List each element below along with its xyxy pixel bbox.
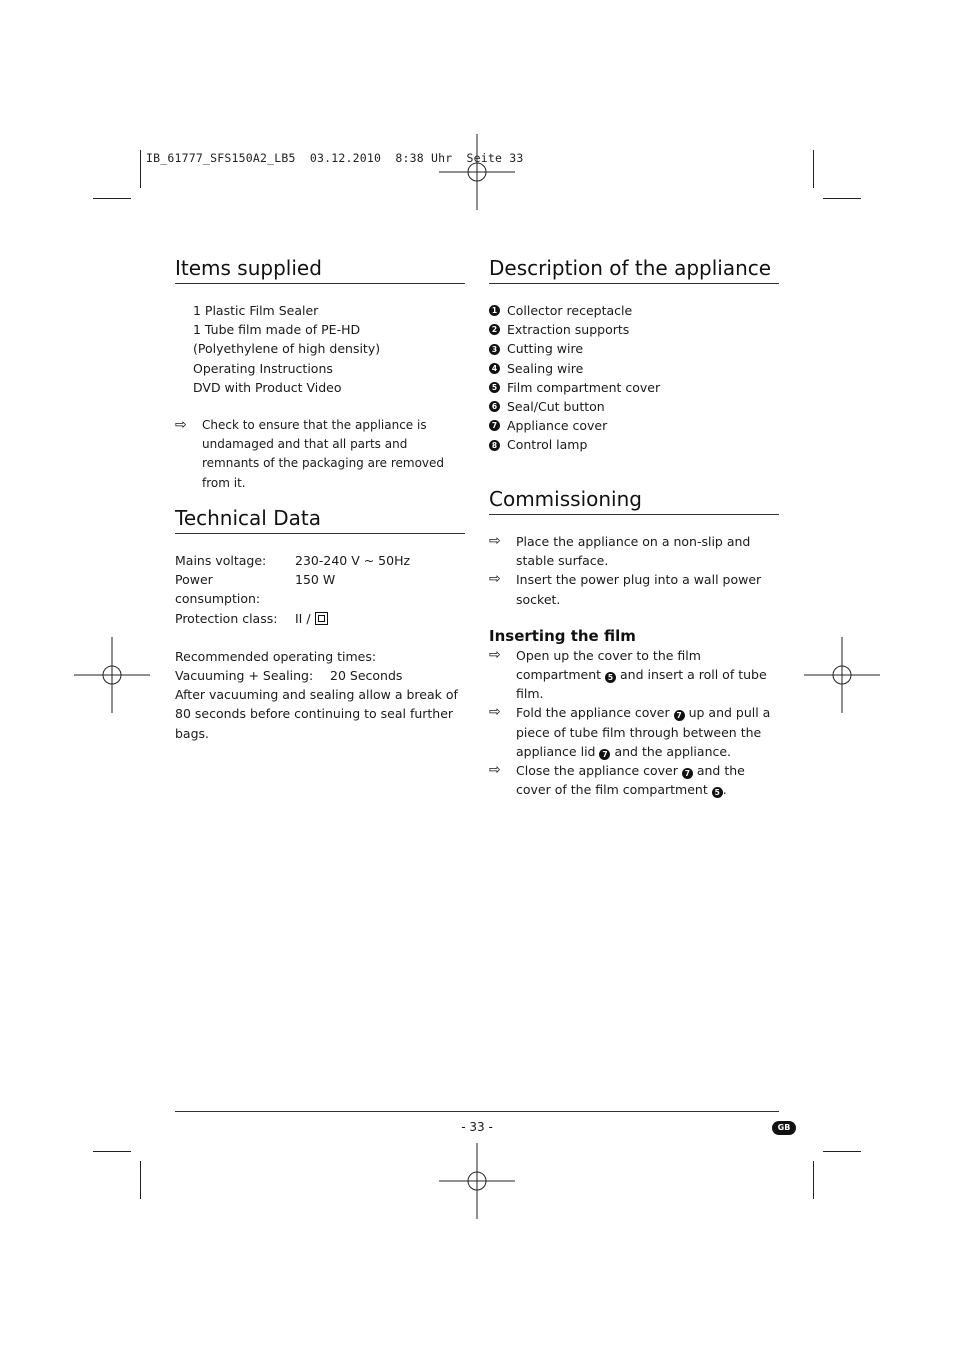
technical-data-section [175, 505, 465, 743]
recommended-label: Recommended operating times: [175, 648, 377, 664]
list-item: 8 Control lamp [489, 435, 779, 454]
list-item: ⇨ Close the appliance cover 7 and the cover of the film compartment 5 . [489, 762, 745, 798]
vacuum-value: 20 Seconds [330, 668, 403, 684]
list-item: DVD with Product Video [193, 379, 342, 395]
list-item: ⇨ Fold the appliance cover 7 up and pull a piece of tube film through between the appliance lid 7 and the appliance. [489, 704, 771, 759]
technical-data-heading: Technical Data [175, 505, 465, 534]
registration-mark-top [439, 134, 515, 210]
list-item: ⇨ Place the appliance on a non-slip and stable surface. [489, 533, 751, 569]
check-note-text: Check to ensure that the appliance is undamaged and that all parts and remnants of the packaging are removed from it. [202, 418, 445, 490]
commissioning-steps [489, 532, 779, 609]
items-supplied-section [175, 255, 465, 493]
arrow-right-icon: ⇨ [489, 646, 501, 663]
items-supplied-heading: Items supplied [175, 255, 465, 284]
vacuum-label: Vacuuming + Sealing: [175, 668, 314, 684]
registration-mark-right [804, 637, 880, 713]
check-note [175, 416, 465, 493]
language-badge: GB [772, 1121, 796, 1135]
number-badge: 5 [712, 787, 723, 798]
items-supplied-list [175, 301, 465, 397]
number-badge: 5 [489, 382, 500, 393]
inserting-film-heading: Inserting the film [489, 626, 636, 645]
number-badge: 4 [489, 363, 500, 374]
list-item: 7 Appliance cover [489, 416, 779, 435]
list-item: 3 Cutting wire [489, 339, 779, 358]
number-badge: 6 [489, 401, 500, 412]
technical-data-table [175, 551, 465, 628]
number-badge: 7 [682, 768, 693, 779]
description-list [489, 301, 779, 455]
operating-times [175, 647, 465, 743]
table-row [175, 609, 465, 628]
spec-value: 230-240 V ~ 50Hz [295, 553, 411, 568]
spec-label: Protection class: [175, 610, 278, 626]
list-item: (Polyethylene of high density) [193, 341, 381, 357]
description-heading: Description of the appliance [489, 255, 779, 284]
number-badge: 7 [489, 420, 500, 431]
table-row [175, 570, 465, 608]
inserting-film-steps [489, 646, 779, 800]
arrow-right-icon: ⇨ [489, 762, 501, 779]
spec-value: II / [295, 609, 328, 628]
table-row [175, 551, 465, 570]
arrow-right-icon: ⇨ [175, 417, 187, 434]
number-badge: 5 [605, 672, 616, 683]
number-badge: 8 [489, 440, 500, 451]
registration-mark-bottom [439, 1143, 515, 1219]
description-section [489, 255, 779, 455]
list-item: 1 Plastic Film Sealer [193, 303, 319, 318]
print-header: IB_61777_SFS150A2_LB5 03.12.2010 8:38 Uhr Seite 33 [146, 151, 524, 165]
number-badge: 7 [674, 710, 685, 721]
number-badge: 1 [489, 305, 500, 316]
number-badge: 2 [489, 324, 500, 335]
list-item: 1 Collector receptacle [489, 301, 779, 320]
list-item: Operating Instructions [193, 360, 333, 376]
table-row [175, 666, 465, 685]
break-text-2: 80 seconds before continuing to seal further bags. [175, 706, 454, 741]
arrow-right-icon: ⇨ [489, 533, 501, 549]
number-badge: 3 [489, 344, 500, 355]
footer-divider [175, 1111, 779, 1112]
list-item: 1 Tube film made of PE-HD [193, 322, 361, 338]
spec-value: 150 W [295, 572, 336, 588]
list-item: 5 Film compartment cover [489, 378, 779, 397]
number-badge: 7 [599, 749, 610, 760]
arrow-right-icon: ⇨ [489, 571, 501, 588]
page-number: - 33 - [461, 1120, 493, 1134]
registration-mark-left [74, 637, 150, 713]
list-item: ⇨ Insert the power plug into a wall power socket. [489, 571, 762, 607]
list-item: ⇨ Open up the cover to the film compartment 5 and insert a roll of tube film. [489, 646, 767, 702]
protection-class-ii-icon [315, 612, 328, 625]
list-item: 2 Extraction supports [489, 320, 779, 339]
spec-label: Mains voltage: [175, 553, 267, 568]
commissioning-heading: Commissioning [489, 486, 779, 515]
arrow-right-icon: ⇨ [489, 704, 501, 721]
spec-label: Power consumption: [175, 572, 261, 607]
list-item: 4 Sealing wire [489, 359, 779, 378]
break-text-1: After vacuuming and sealing allow a break of [175, 687, 458, 703]
commissioning-section [489, 486, 779, 799]
list-item: 6 Seal/Cut button [489, 397, 779, 416]
